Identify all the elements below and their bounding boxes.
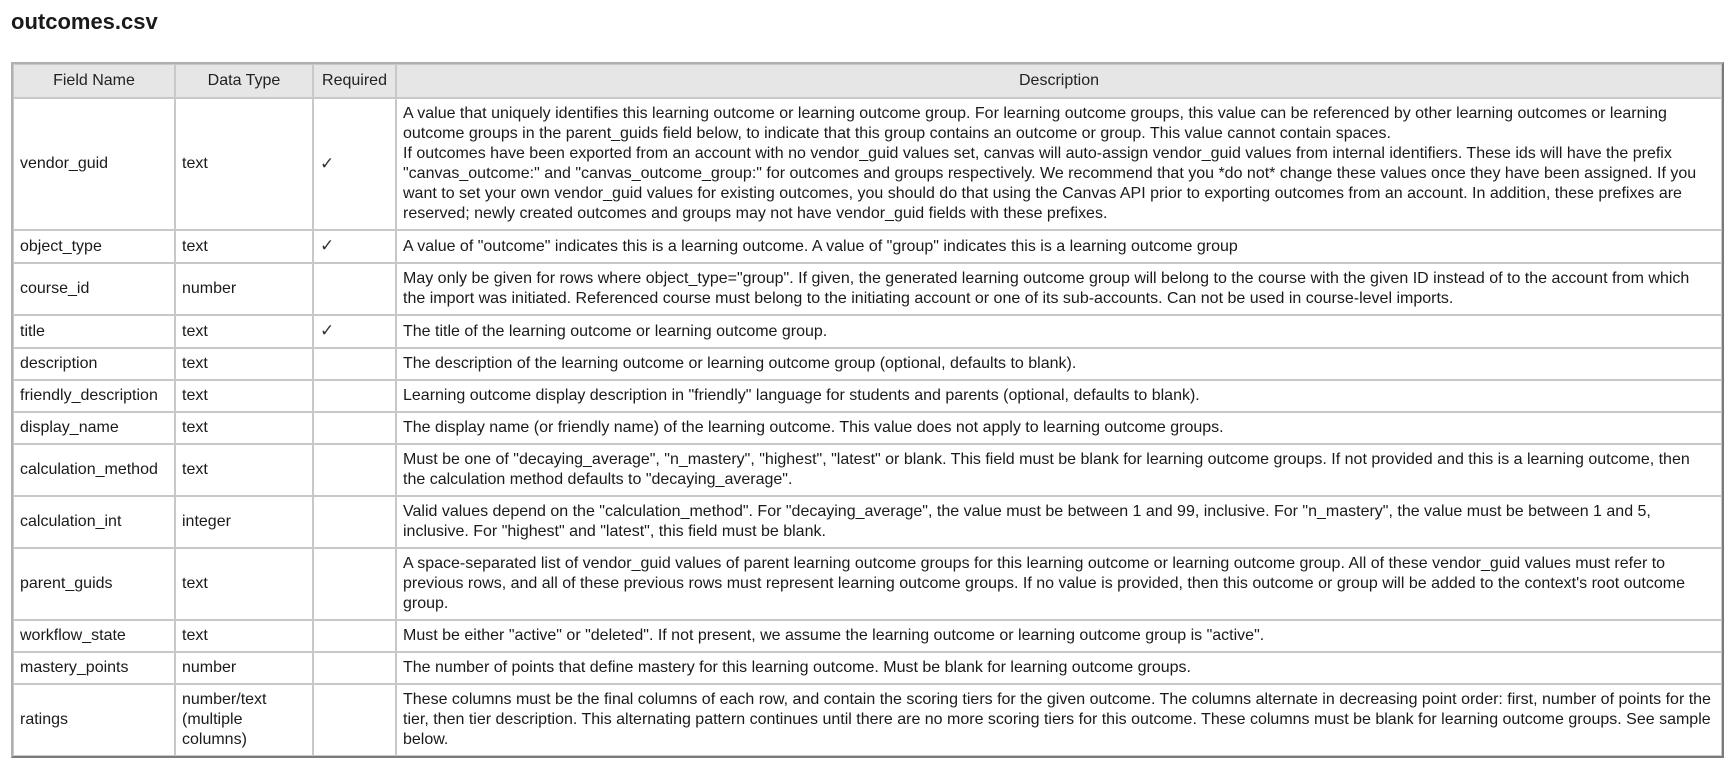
field-name-cell: course_id [13,263,175,315]
required-cell [313,620,396,652]
table-row [13,98,1722,230]
description-cell [396,620,1722,652]
field-name-cell: mastery_points [13,652,175,684]
data-type-cell: integer [175,496,313,548]
field-name-cell: calculation_method [13,444,175,496]
description-text: A value that uniquely identifies this learning outcome or learning outcome group. For learning outcome groups, this value can be referenced by other learning outcomes or learning outcome groups in the parent_guids field below, to indicate that this group contains an outcome or group. This value cannot contain spaces. [403,105,1667,142]
field-name-cell: object_type [13,230,175,263]
description-text: The title of the learning outcome or learning outcome group. [403,322,828,340]
required-cell [313,684,396,756]
header-field-name: Field Name [13,64,175,98]
description-cell [396,412,1722,444]
description-text: The description of the learning outcome or learning outcome group (optional, defaults to blank). [403,355,1077,372]
description-text: Learning outcome display description in "friendly" language for students and parents (optional, defaults to blank). [403,387,1200,404]
description-text-extra: If outcomes have been exported from an account with no vendor_guid values set, canvas will auto-assign vendor_guid values from internal identifiers. These ids will have the prefix "canvas_outcome:" and "canvas_outcome_group:" for outcomes and groups respectively. We recommend that you *do not* change these values once they have been assigned. If you want to set your own vendor_guid values for existing outcomes, you should do that using the Canvas API prior to exporting outcomes from an account. In addition, these prefixes are reserved; newly created outcomes and groups may not have vendor_guid fields with these prefixes. [403,145,1697,222]
required-cell [313,444,396,496]
field-name-cell: display_name [13,412,175,444]
required-cell [313,652,396,684]
table-row [13,496,1722,548]
field-name-cell: title [13,315,175,348]
required-cell [313,98,396,230]
description-text: Valid values depend on the "calculation_method". For "decaying_average", the value must be between 1 and 99, inclusive. For "n_mastery", the value must be between 1 and 5, inclusive. For "highest" and "latest", this field must be blank. [403,503,1651,540]
table-row [13,684,1722,756]
table-row [13,412,1722,444]
table-row [13,348,1722,380]
table-row [13,263,1722,315]
data-type-cell: text [175,412,313,444]
table-row [13,652,1722,684]
description-cell [396,496,1722,548]
description-cell [396,230,1722,263]
required-cell [313,380,396,412]
description-text: Must be one of "decaying_average", "n_mastery", "highest", "latest" or blank. This field must be blank for learning outcome groups. If not provided and this is a learning outcome, then the calculation method defaults to "decaying_average". [403,451,1690,488]
header-row [13,64,1722,98]
required-check-icon: ✓ [320,321,335,340]
required-cell [313,230,396,263]
data-type-cell: text [175,230,313,263]
description-cell [396,684,1722,756]
required-cell [313,348,396,380]
description-cell [396,315,1722,348]
field-name-cell: description [13,348,175,380]
field-name-cell: friendly_description [13,380,175,412]
description-cell [396,348,1722,380]
table-row [13,620,1722,652]
required-cell [313,412,396,444]
description-cell [396,380,1722,412]
field-name-cell: calculation_int [13,496,175,548]
data-type-cell: text [175,98,313,230]
description-text: A value of "outcome" indicates this is a learning outcome. A value of "group" indicates this is a learning outcome group [403,237,1238,255]
header-data-type: Data Type [175,64,313,98]
outcomes-table [11,62,1724,758]
data-type-cell: text [175,620,313,652]
data-type-cell: text [175,444,313,496]
field-name-cell: workflow_state [13,620,175,652]
page-title: outcomes.csv [11,9,158,34]
description-cell [396,98,1722,230]
description-text: These columns must be the final columns of each row, and contain the scoring tiers for the given outcome. The columns alternate in decreasing point order: first, number of points for the tier, then tier description. This alternating pattern continues until there are no more scoring tiers for this outcome. These columns must be blank for learning outcome groups. See sample below. [403,691,1711,748]
required-check-icon: ✓ [320,153,335,173]
description-cell [396,263,1722,315]
table-row [13,380,1722,412]
description-text: May only be given for rows where object_type="group". If given, the generated learning outcome group will belong to the course with the given ID instead of to the account from which the import was initiated. Referenced course must belong to the initiating account or one of its sub-accounts. Can not be used in course-level imports. [403,270,1690,307]
data-type-cell: text [175,380,313,412]
field-name-cell: parent_guids [13,548,175,620]
data-type-cell: number/text (multiple columns) [175,684,313,756]
data-type-cell: number [175,652,313,684]
description-cell [396,548,1722,620]
table-row [13,315,1722,348]
required-cell [313,263,396,315]
description-text: The display name (or friendly name) of the learning outcome. This value does not apply to learning outcome groups. [403,419,1224,436]
description-text: A space-separated list of vendor_guid values of parent learning outcome groups for this learning outcome or learning outcome group. All of these vendor_guid values must refer to previous rows, and all of these previous rows must represent learning outcome groups. If no value is provided, then this outcome or group will be added to the context's root outcome group. [403,555,1685,612]
description-text: The number of points that define mastery for this learning outcome. Must be blank for learning outcome groups. [403,659,1191,676]
field-name-cell: vendor_guid [13,98,175,230]
data-type-cell: number [175,263,313,315]
required-cell [313,496,396,548]
required-check-icon: ✓ [320,236,335,255]
description-cell [396,444,1722,496]
description-text: Must be either "active" or "deleted". If not present, we assume the learning outcome or learning outcome group is "active". [403,627,1265,644]
description-cell [396,652,1722,684]
data-type-cell: text [175,348,313,380]
data-type-cell: text [175,548,313,620]
required-cell [313,315,396,348]
header-required: Required [313,64,396,98]
field-name-cell: ratings [13,684,175,756]
table-row [13,444,1722,496]
data-type-cell: text [175,315,313,348]
table-row [13,548,1722,620]
required-cell [313,548,396,620]
header-description: Description [396,64,1722,98]
table-row [13,230,1722,263]
